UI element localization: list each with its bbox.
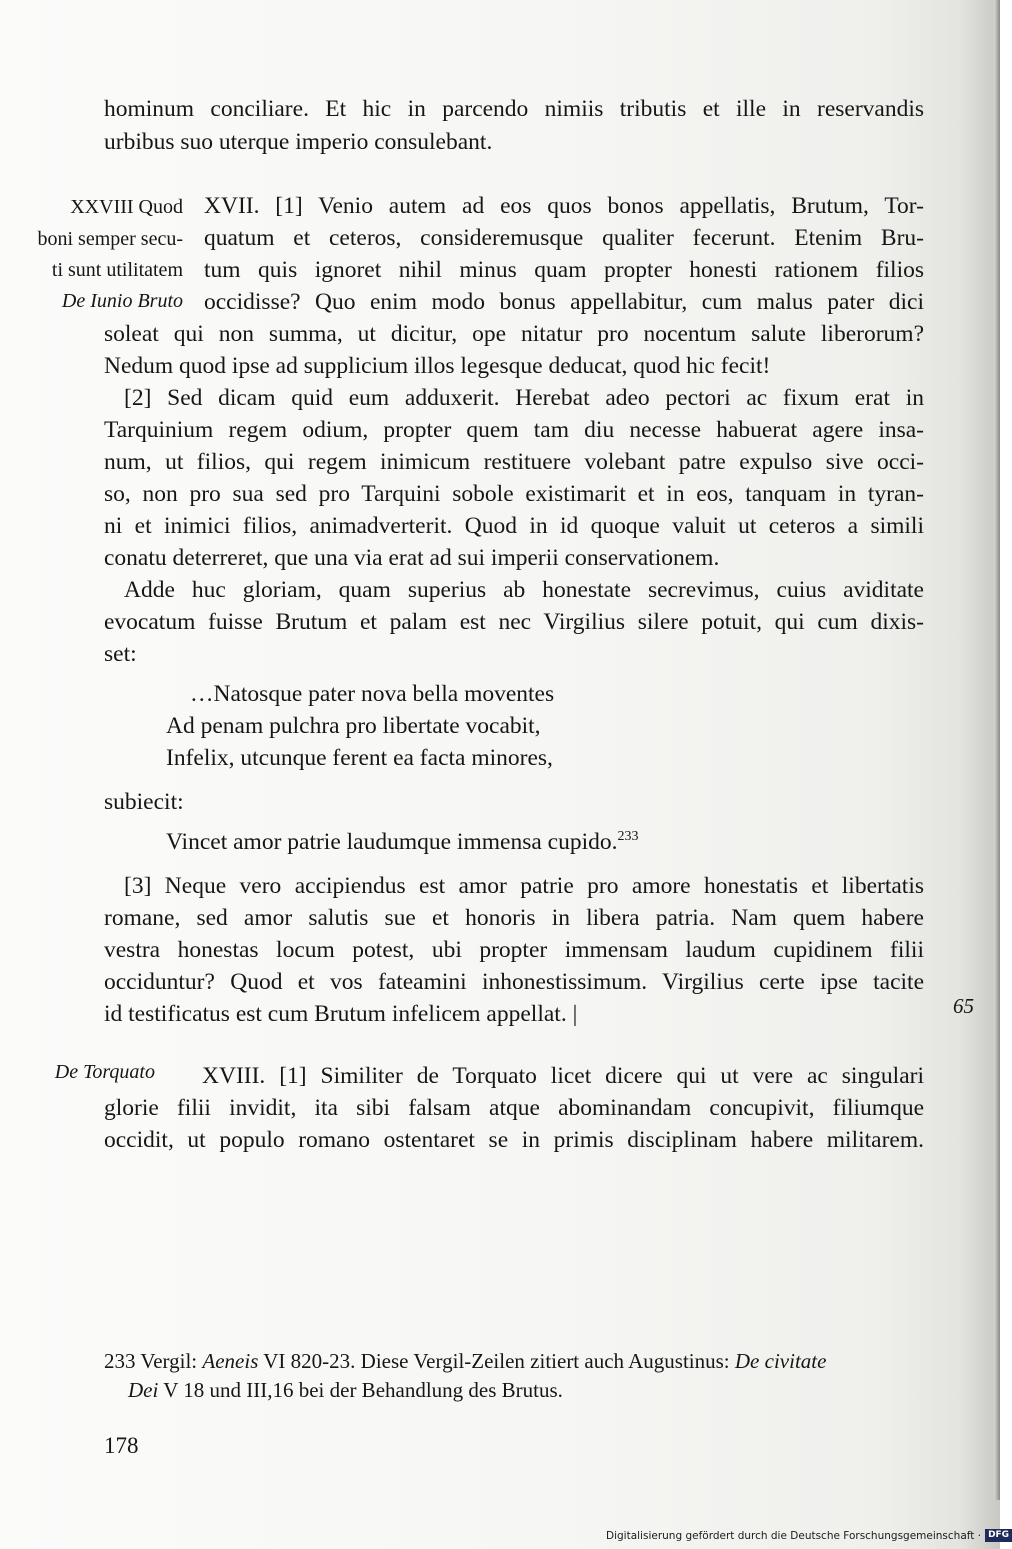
section-heading-line: XVIII. [1] Similiter de Torquato licet dicere qui ut vere ac singulari	[202, 1063, 924, 1089]
text-line: Tarquinium regem odium, propter quem tam diu necesse habuerat agere insa-	[104, 417, 924, 443]
credit-text: Digitalisierung gefördert durch die Deutsche Forschungsgemeinschaft ·	[606, 1530, 982, 1542]
text-line: ni et inimici filios, animadverterit. Quod in id quoque valuit ut ceteros a simili	[104, 513, 924, 539]
footnote-text: V 18 und III,16 bei der Behandlung des Brutus.	[158, 1378, 563, 1402]
dfg-logo: DFG	[985, 1529, 1012, 1542]
text-line: Adde huc gloriam, quam superius ab honestate secrevimus, cuius aviditate	[124, 577, 924, 603]
page-reference: 65	[953, 994, 974, 1018]
verse-line: …Natosque pater nova bella moventes	[190, 681, 555, 707]
footnote-work-title: Aeneis	[202, 1349, 259, 1373]
footnote-line	[104, 1346, 924, 1376]
footnote-reference: 233	[617, 829, 639, 844]
text-line: [2] Sed dicam quid eum adduxerit. Herebat adeo pectori ac fixum erat in	[124, 385, 924, 411]
verse-line: Ad penam pulchra pro libertate vocabit,	[166, 713, 541, 739]
text-line: romane, sed amor salutis sue et honoris in libera patria. Nam quem habere	[104, 905, 924, 931]
page-gutter-shadow	[994, 0, 1000, 1500]
text-line: occidisse? Quo enim modo bonus appellabitur, cum malus pater dici	[204, 289, 924, 315]
footnote-text: VI 820-23. Diese Vergil-Zeilen zitiert auch Augustinus:	[258, 1349, 735, 1373]
margin-note: XXVIII Quod	[70, 196, 183, 218]
text-line: urbibus suo uterque imperio consulebant.	[104, 129, 493, 155]
text-line: so, non pro sua sed pro Tarquini sobole existimarit et in eos, tanquam in tyran-	[104, 481, 924, 507]
text-line: tum quis ignoret nihil minus quam propter honesti rationem filios	[204, 257, 924, 283]
digitization-credit	[606, 1529, 1012, 1543]
text-line: quatum et ceteros, consideremusque qualiter fecerunt. Etenim Bru-	[204, 225, 924, 251]
margin-note-title: De Iunio Bruto	[61, 290, 183, 312]
verse-line-final	[166, 826, 638, 858]
verse-text: Vincet amor patrie laudumque immensa cupido.	[166, 829, 618, 855]
margin-note: ti sunt utilitatem	[51, 259, 183, 281]
text-line: id testificatus est cum Brutum infelicem appellat. |	[104, 1001, 578, 1027]
text-line: subiecit:	[104, 789, 184, 815]
text-line: vestra honestas locum potest, ubi propter immensam laudum cupidinem filii	[104, 937, 924, 963]
text-line: hominum conciliare. Et hic in parcendo nimiis tributis et ille in reservandis	[104, 96, 924, 122]
text-line: soleat qui non summa, ut dicitur, ope nitatur pro nocentum salute liberorum?	[104, 321, 924, 347]
text-line: num, ut filios, qui regem inimicum restituere volebant patre expulso sive occi-	[104, 449, 924, 475]
text-line: Nedum quod ipse ad supplicium illos legesque deducat, quod hic fecit!	[104, 353, 771, 379]
footnote-work-title: Dei	[128, 1378, 159, 1402]
footnote-line	[128, 1375, 948, 1405]
text-line: set:	[104, 641, 137, 667]
text-line: occidit, ut populo romano ostentaret se in primis disciplinam habere militarem.	[104, 1127, 924, 1153]
page-number: 178	[104, 1433, 139, 1458]
text-line: evocatum fuisse Brutum et palam est nec Virgilius silere potuit, qui cum dixis-	[104, 609, 924, 635]
margin-note-title: De Torquato	[54, 1061, 155, 1083]
text-line: [3] Neque vero accipiendus est amor patrie pro amore honestatis et libertatis	[124, 873, 924, 899]
margin-note: boni semper secu-	[37, 228, 183, 250]
text-line: conatu deterreret, que una via erat ad sui imperii conservationem.	[104, 545, 720, 571]
footnote-work-title: De civitate	[734, 1349, 827, 1373]
text-line: occiduntur? Quod et vos fateamini inhonestissimum. Virgilius certe ipse tacite	[104, 969, 924, 995]
verse-line: Infelix, utcunque ferent ea facta minores,	[166, 745, 553, 771]
section-heading-line: XVII. [1] Venio autem ad eos quos bonos appellatis, Brutum, Tor-	[204, 193, 924, 219]
text-line: glorie filii invidit, ita sibi falsam atque abominandam concupivit, filiumque	[104, 1095, 924, 1121]
footnote-text: 233 Vergil:	[104, 1349, 203, 1373]
